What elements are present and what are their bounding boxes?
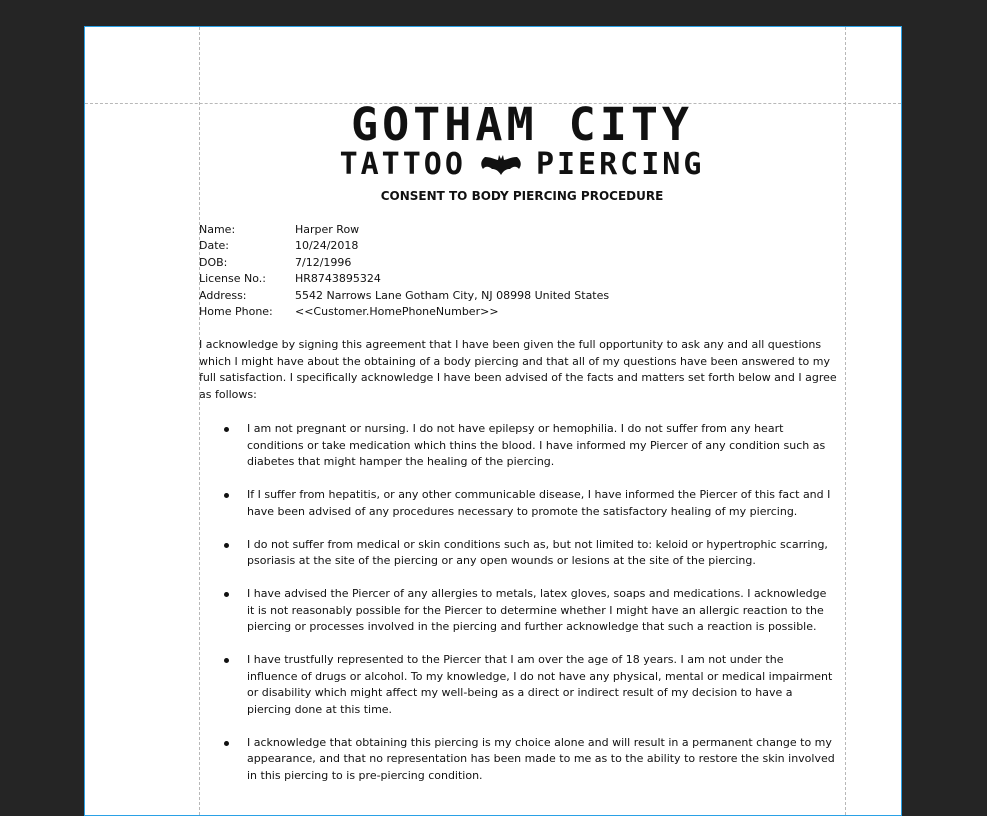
consent-item [199, 586, 845, 636]
info-label: DOB: [199, 255, 228, 269]
margin-guide-right [845, 27, 846, 815]
consent-item [199, 652, 845, 718]
consent-item [199, 537, 845, 570]
bullet-icon [224, 493, 229, 498]
info-label: Home Phone: [199, 304, 273, 318]
info-value: <<Customer.HomePhoneNumber>> [295, 304, 499, 318]
logo-line-1: GOTHAM CITY [350, 98, 693, 151]
info-label: Name: [199, 223, 236, 236]
info-label: Date: [199, 239, 229, 253]
consent-item-text: I have advised the Piercer of any allergies to metals, latex gloves, soaps and medications. I acknowledge it is not reasonably possible for the Piercer to determine whether I might have an allergic reaction to the piercing or processes involved in the piercing and further acknowledge that such a reaction is possible. [247, 587, 827, 634]
bullet-icon [224, 427, 229, 432]
consent-item-text: I have trustfully represented to the Piercer that I am over the age of 18 years. I am not under the influence of drugs or alcohol. To my knowledge, I do not have any physical, mental or medical impairment or disability which might affect my well-being as a direct or indirect result of my decision to have a piercing done at this time. [247, 653, 833, 716]
logo-line-2 [199, 147, 845, 183]
info-label: License No.: [199, 272, 266, 286]
bullet-icon [224, 741, 229, 746]
info-value: Harper Row [295, 223, 360, 236]
logo-word-tattoo: TATTOO [339, 147, 466, 182]
bullet-icon [224, 543, 229, 548]
info-row [199, 271, 845, 287]
info-value: 7/12/1996 [295, 255, 352, 269]
consent-item [199, 735, 845, 785]
info-row [199, 304, 845, 320]
bullet-icon [224, 592, 229, 597]
consent-item [199, 421, 845, 471]
info-value: 5542 Narrows Lane Gotham City, NJ 08998 United States [295, 288, 610, 302]
info-row [199, 255, 845, 271]
intro-paragraph: I acknowledge by signing this agreement that I have been given the full opportunity to ask any and all questions which I might have about the obtaining of a body piercing and that all of my questions have been answered to my full satisfaction. I specifically acknowledge I have been advised of the facts and matters set forth below and I agree as follows: [199, 338, 837, 401]
document-content [199, 98, 845, 801]
document-page [84, 26, 902, 816]
consent-item-text: If I suffer from hepatitis, or any other communicable disease, I have informed the Piercer of this fact and I have been advised of any procedures necessary to promote the satisfactory healing of my piercing. [247, 488, 831, 518]
consent-item [199, 487, 845, 520]
info-row [199, 238, 845, 254]
logo-word-piercing: PIERCING [535, 147, 705, 182]
bat-icon [480, 155, 522, 175]
bullet-icon [224, 658, 229, 663]
document-title: CONSENT TO BODY PIERCING PROCEDURE [380, 189, 664, 203]
company-logo [199, 98, 845, 183]
info-value: HR8743895324 [295, 272, 381, 286]
customer-info [199, 222, 845, 320]
info-value: 10/24/2018 [295, 239, 359, 253]
consent-item-text: I acknowledge that obtaining this piercing is my choice alone and will result in a permanent change to my appearance, and that no representation has been made to me as to the ability to restore the skin involved in this piercing to is pre-piercing condition. [247, 735, 835, 782]
info-row [199, 288, 845, 304]
consent-item-text: I am not pregnant or nursing. I do not have epilepsy or hemophilia. I do not suffer from any heart conditions or take medication which thins the blood. I have informed my Piercer of any condition such as diabetes that might hamper the healing of the piercing. [247, 422, 826, 469]
info-label: Address: [199, 288, 247, 302]
consent-list [199, 421, 845, 784]
consent-item-text: I do not suffer from medical or skin conditions such as, but not limited to: keloid or hypertrophic scarring, psoriasis at the site of the piercing or any open wounds or lesions at the site of the piercing. [247, 537, 828, 568]
info-row [199, 222, 845, 238]
